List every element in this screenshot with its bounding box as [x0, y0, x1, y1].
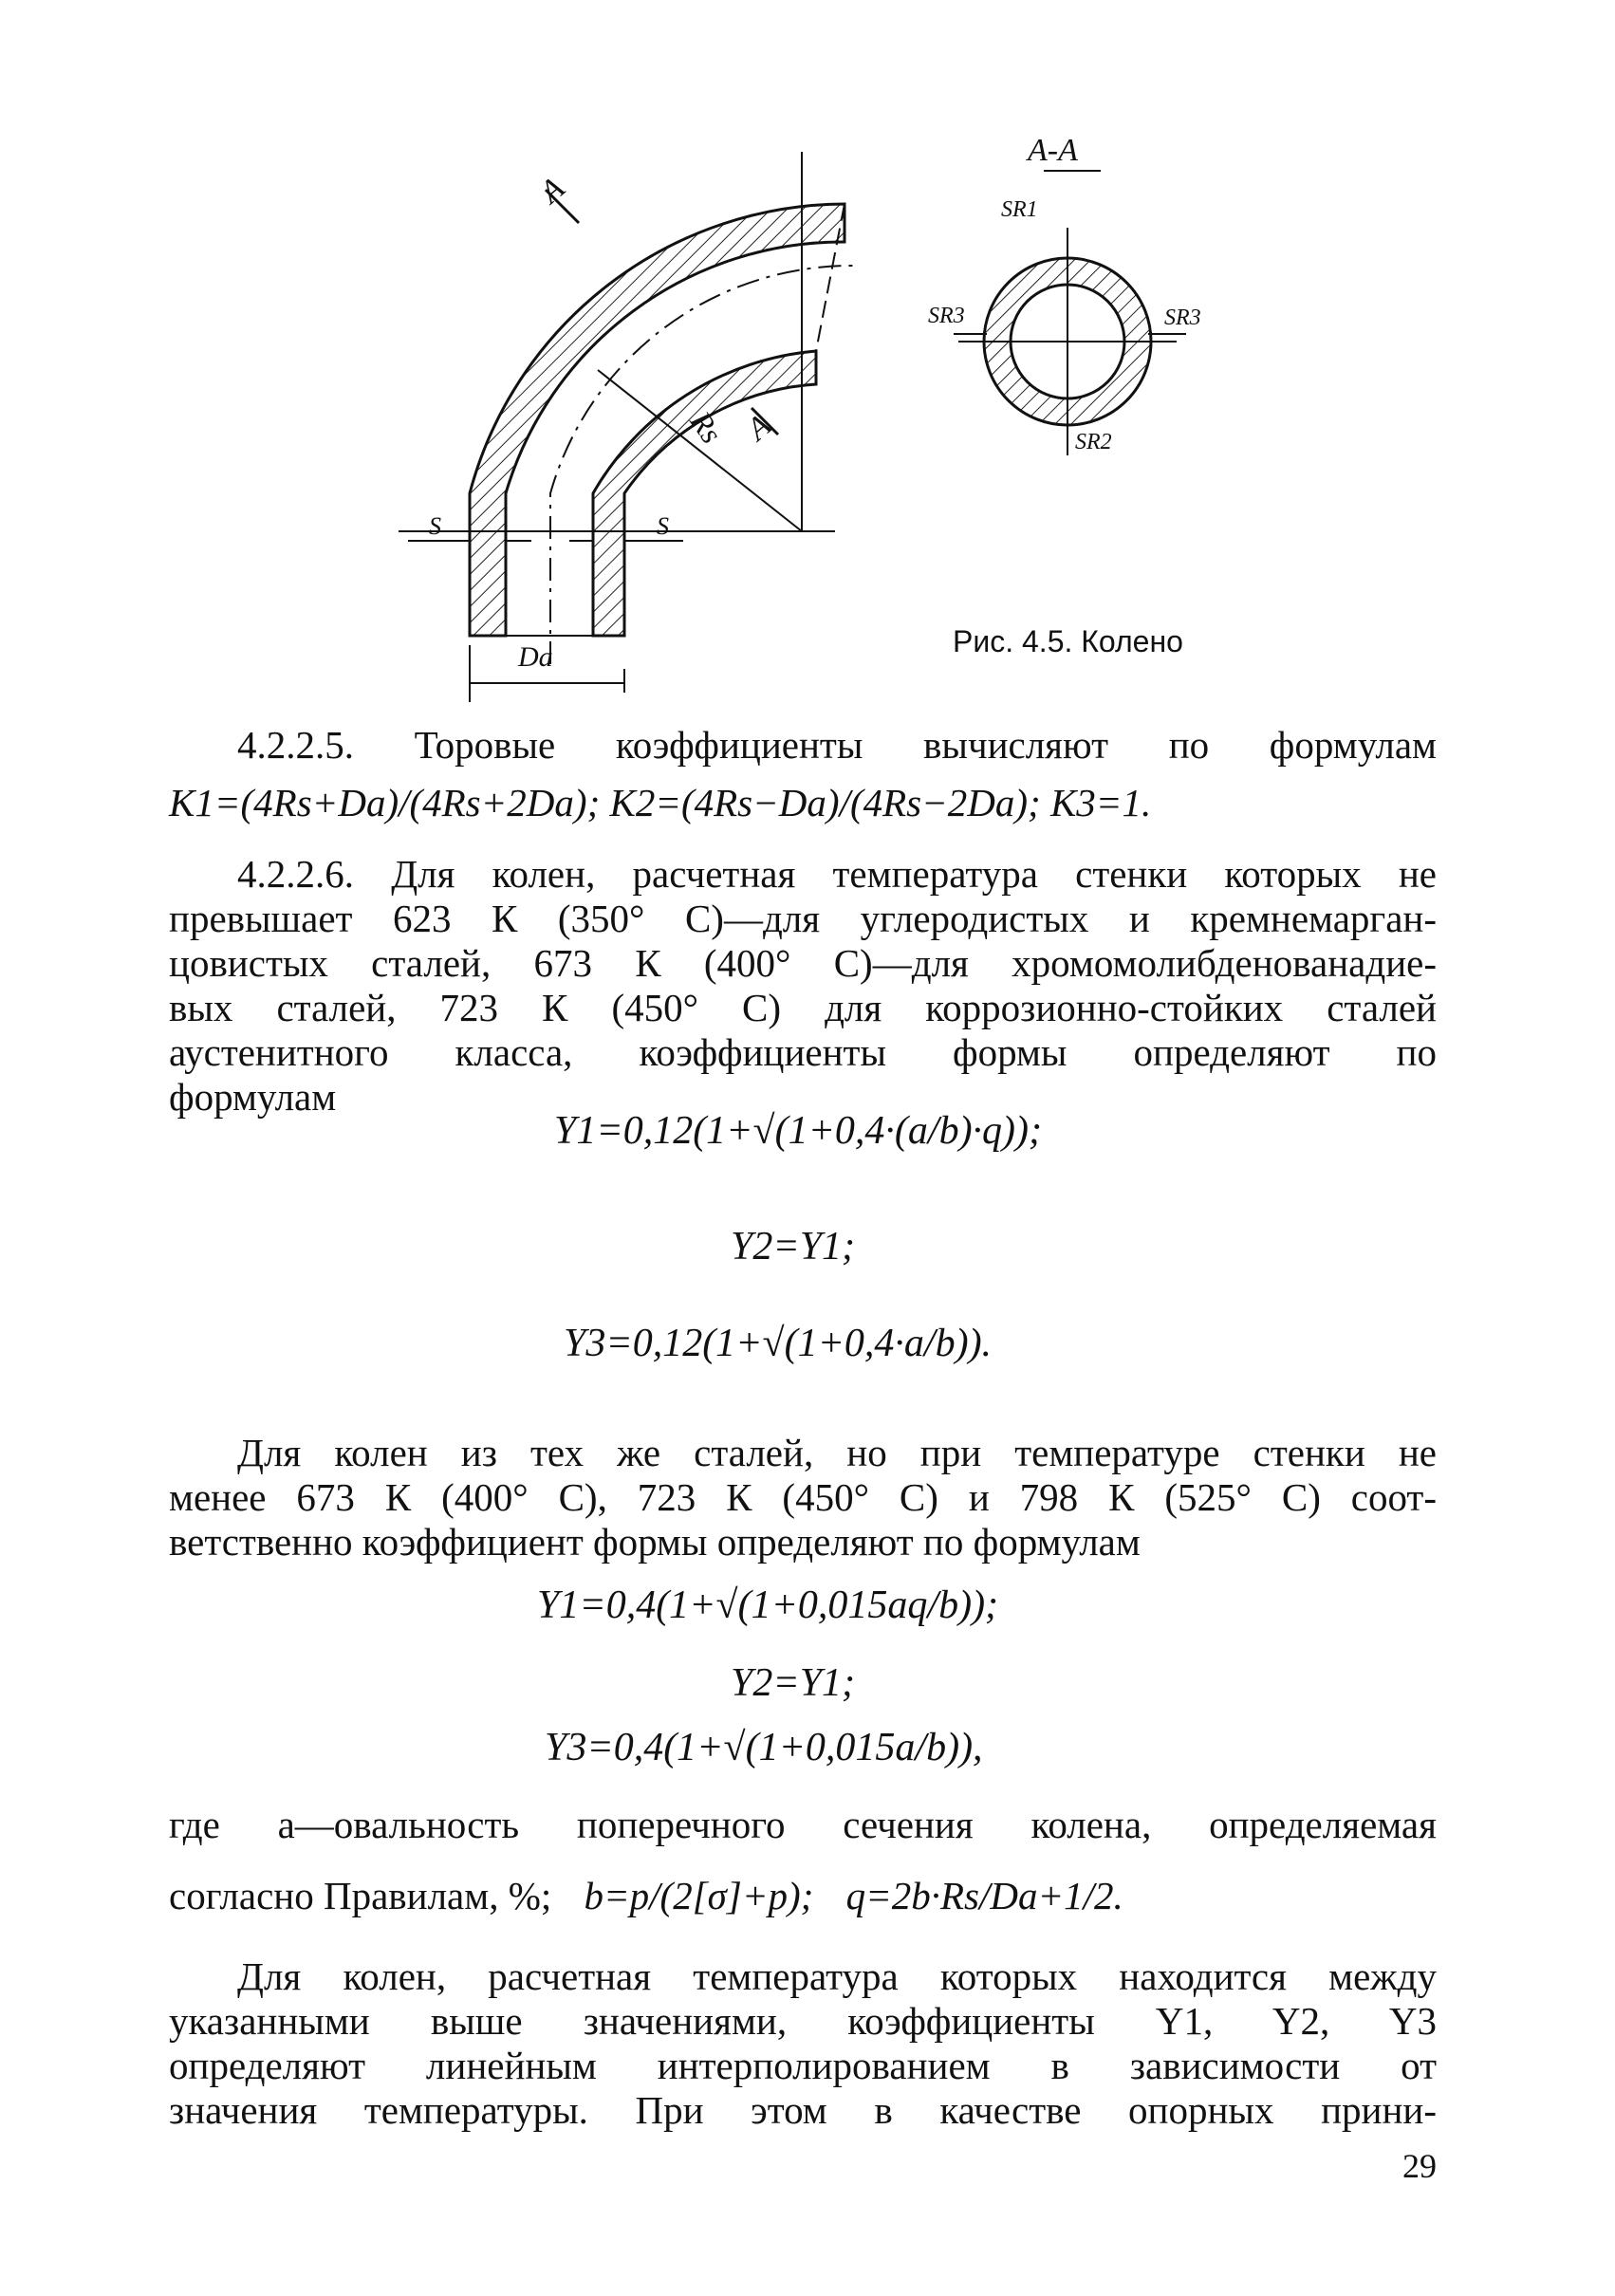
diameter-label: Da: [518, 641, 553, 673]
steels-line-2: менее 673 К (400° С), 723 К (450° С) и 798 К (525° С) соот-: [169, 1475, 1437, 1519]
sr3-left-label: SR3: [928, 304, 965, 328]
paragraph-steels: [169, 1431, 1437, 1565]
formula-k: K1=(4Rs+Da)/(4Rs+2Da); K2=(4Rs−Da)/(4Rs−2Da); K3=1.: [169, 781, 1152, 824]
p4226-line-4: вых сталей, 723 К (450° С) для коррозионно-стойких сталей: [169, 986, 1437, 1029]
paragraph-4225: [169, 723, 1437, 768]
formula-b-y3: Y3=0,4(1+√(1+0,015a/b)),: [545, 1726, 983, 1769]
interp-line-2: указанными выше значениями, коэффициенты Y1, Y2, Y3: [169, 1999, 1437, 2043]
page-number: 29: [1402, 2147, 1437, 2185]
q-formula: q=2b·Rs/Da+1/2.: [845, 1874, 1123, 1917]
wall-label-left: S: [429, 512, 441, 540]
interp-line-1: Для колен, расчетная температура которых находится между: [237, 1954, 1437, 1998]
paragraph-where: [169, 1803, 1437, 1847]
p4226-line-3: цовистых сталей, 673 К (400° С)—для хромомолибденованадие-: [169, 941, 1437, 985]
steels-line-1: Для колен из тех же сталей, но при температуре стенки не: [237, 1431, 1437, 1474]
sr1-label: SR1: [1001, 197, 1038, 222]
p4226-line-6: формулам: [169, 1075, 337, 1119]
p4225-text: 4.2.2.5. Торовые коэффициенты вычисляют по формулам: [237, 723, 1437, 767]
interp-line-4: значения температуры. При этом в качестве опорных прини-: [169, 2088, 1437, 2132]
p4226-line-2: превышает 623 К (350° С)—для углеродистых и кремнемарган-: [169, 897, 1437, 940]
formula-a-y3: Y3=0,12(1+√(1+0,4·a/b)).: [564, 1322, 993, 1365]
where-line-1: где а—овальность поперечного сечения колена, определяемая: [169, 1803, 1437, 1846]
where-line-2: [169, 1873, 1123, 1918]
elbow-drawing: [380, 133, 1328, 712]
figure-elbow: [380, 133, 1328, 712]
interp-line-3: определяют линейным интерполированием в зависимости от: [169, 2044, 1437, 2087]
section-label: A-A: [1028, 133, 1078, 168]
wall-label-right: S: [657, 512, 669, 540]
sr2-label: SR2: [1075, 430, 1112, 454]
paragraph-4226: [169, 852, 1437, 1120]
where-line2-text: согласно Правилам, %;: [169, 1874, 552, 1917]
cut-label-left: A: [533, 170, 571, 211]
formula-a-y2: Y2=Y1;: [731, 1225, 856, 1268]
p4226-line-5: аустенитного класса, коэффициенты формы определяют по: [169, 1030, 1437, 1074]
radius-label: Rs: [683, 404, 730, 450]
formula-b-y2: Y2=Y1;: [731, 1661, 856, 1705]
b-formula: b=p/(2[σ]+p);: [584, 1874, 814, 1917]
figure-caption: Рис. 4.5. Колено: [953, 624, 1183, 658]
p4226-line-1: 4.2.2.6. Для колен, расчетная температура стенки которых не: [237, 852, 1437, 896]
formula-a-y1: Y1=0,12(1+√(1+0,4·(a/b)·q));: [554, 1109, 1043, 1153]
steels-line-3: ветственно коэффициент формы определяют по формулам: [169, 1520, 1141, 1564]
paragraph-interp: [169, 1954, 1437, 2133]
formula-b-y1: Y1=0,4(1+√(1+0,015aq/b));: [537, 1583, 999, 1627]
sr3-right-label: SR3: [1164, 306, 1201, 330]
cut-label-right: A: [740, 407, 778, 448]
